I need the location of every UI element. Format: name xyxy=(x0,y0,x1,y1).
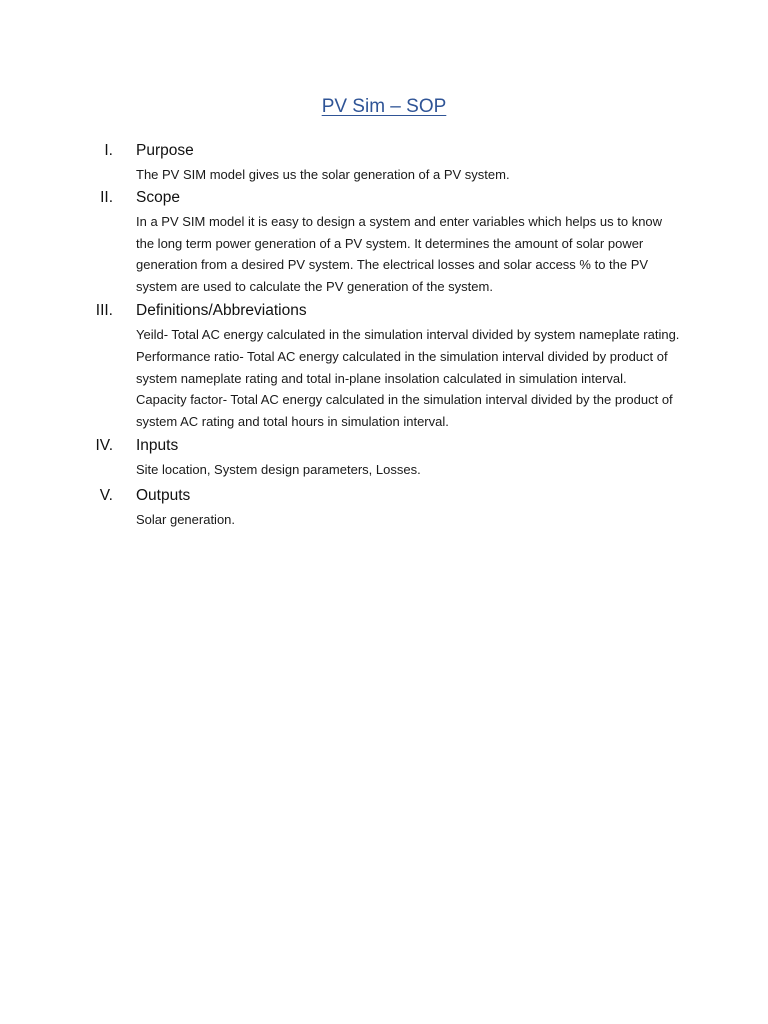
section-inputs xyxy=(0,434,768,481)
paragraph: Capacity factor- Total AC energy calculated in the simulation interval divided by the product of system AC rating and total hours in simulation interval. xyxy=(136,392,673,430)
section-numeral: V. xyxy=(99,486,113,504)
document-title-text: PV Sim – SOP xyxy=(321,96,447,117)
document-title xyxy=(0,94,768,120)
paragraph: In a PV SIM model it is easy to design a system and enter variables which helps us to know the long term power generation of a PV system. It determines the amount of solar power generation from a desired PV system. The electrical losses and solar access % to the PV system are used to calculate the PV generation of the system. xyxy=(136,213,663,295)
section-heading: Outputs xyxy=(136,486,191,504)
section-heading: Scope xyxy=(136,188,180,206)
section-body xyxy=(136,509,681,531)
section-numeral: III. xyxy=(95,301,113,319)
section-definitions xyxy=(0,299,768,433)
section-scope xyxy=(0,186,768,298)
section-list xyxy=(0,139,768,531)
section-body xyxy=(136,459,681,481)
paragraph: Yeild- Total AC energy calculated in the simulation interval divided by system nameplate rating. xyxy=(136,326,680,342)
section-header xyxy=(0,484,768,508)
section-header xyxy=(0,139,768,163)
section-outputs xyxy=(0,484,768,531)
section-numeral: IV. xyxy=(95,436,113,454)
paragraph: Performance ratio- Total AC energy calculated in the simulation interval divided by product of system nameplate rating and total in-plane insolation calculated in simulation interval. xyxy=(136,348,668,386)
section-header xyxy=(0,186,768,210)
section-body xyxy=(136,164,681,186)
section-heading: Purpose xyxy=(136,142,194,159)
section-body xyxy=(136,211,681,298)
section-body xyxy=(136,324,681,433)
section-purpose xyxy=(0,139,768,186)
section-header xyxy=(0,299,768,323)
paragraph: Site location, System design parameters, Losses. xyxy=(136,461,421,477)
paragraph: Solar generation. xyxy=(136,511,236,527)
section-numeral: II. xyxy=(100,188,113,206)
paragraph: The PV SIM model gives us the solar generation of a PV system. xyxy=(136,167,510,182)
section-numeral: I. xyxy=(104,142,113,159)
section-heading: Definitions/Abbreviations xyxy=(136,301,307,319)
section-header xyxy=(0,434,768,458)
section-heading: Inputs xyxy=(136,436,179,454)
